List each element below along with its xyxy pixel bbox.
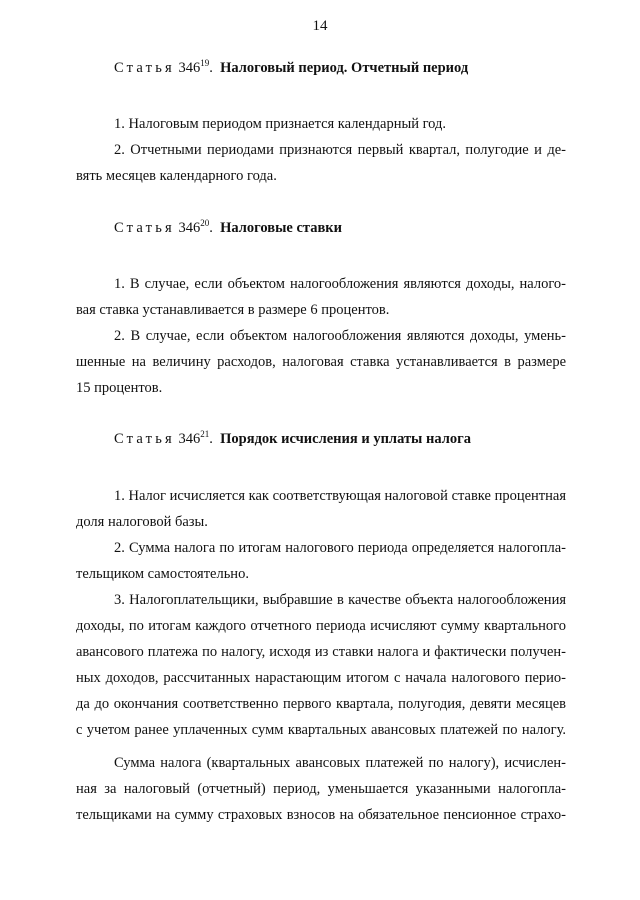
paragraph-line: Сумма налога (квартальных авансовых платежей по налогу), исчислен-: [114, 755, 566, 771]
paragraph-line: да до окончания соответственно первого квартала, полугодия, девяти месяцев: [76, 696, 566, 712]
article-number: 346: [178, 60, 201, 76]
article-heading-346-20: Статья $346^{20}$. Налоговые ставки: [114, 218, 343, 236]
paragraph-line: вять месяцев календарного года.: [76, 168, 277, 184]
paragraph-line: 1. Налог исчисляется как соответствующая налоговой ставке процентная: [114, 488, 566, 504]
article-heading-346-19: Статья $346^{19}$. Налоговый период. Отчетный период: [114, 58, 469, 76]
paragraph-line: ная за налоговый (отчетный) период, уменьшается указанными налогопла-: [76, 781, 566, 797]
article-superscript: 19: [200, 58, 210, 68]
paragraph-line: 1. В случае, если объектом налогообложения являются доходы, налого-: [114, 276, 566, 292]
paragraph-line: тельщиками на сумму страховых взносов на обязательное пенсионное страхо-: [76, 807, 566, 823]
article-word: Статья: [114, 220, 175, 236]
paragraph-line: с учетом ранее уплаченных сумм квартальных авансовых платежей по налогу.: [76, 722, 566, 738]
article-number: 346: [178, 220, 201, 236]
paragraph-line: 2. Сумма налога по итогам налогового периода определяется налогопла-: [114, 540, 566, 556]
article-superscript: 20: [200, 218, 210, 228]
article-title: Порядок исчисления и уплаты налога: [220, 431, 471, 447]
paragraph-line: шенные на величину расходов, налоговая ставка устанавливается в размере: [76, 354, 566, 370]
article-superscript: 21: [200, 429, 210, 439]
paragraph-line: 1. Налоговым периодом признается календарный год.: [114, 116, 446, 132]
article-title: Налоговые ставки: [220, 220, 343, 236]
paragraph-line: 15 процентов.: [76, 380, 163, 396]
paragraph-line: 3. Налогоплательщики, выбравшие в качестве объекта налогообложения: [114, 592, 566, 608]
paragraph-line: 2. Отчетными периодами признаются первый квартал, полугодие и де-: [114, 142, 566, 158]
paragraph-line: доля налоговой базы.: [76, 514, 208, 530]
article-number: 346: [178, 431, 201, 447]
paragraph-line: авансового платежа по налогу, исходя из ставки налога и фактически получен-: [76, 644, 566, 660]
paragraph-line: тельщиком самостоятельно.: [76, 566, 249, 582]
paragraph-line: вая ставка устанавливается в размере 6 процентов.: [76, 302, 390, 318]
article-heading-346-21: Статья $346^{21}$. Порядок исчисления и уплаты налога: [114, 429, 471, 447]
paragraph-line: 2. В случае, если объектом налогообложения являются доходы, умень-: [114, 328, 566, 344]
article-title: Налоговый период. Отчетный период: [220, 60, 469, 76]
page-number: 14: [312, 18, 328, 34]
paragraph-line: доходы, по итогам каждого отчетного периода исчисляют сумму квартального: [76, 618, 566, 634]
paragraph-line: ных доходов, рассчитанных нарастающим итогом с начала налогового перио-: [76, 670, 566, 686]
article-word: Статья: [114, 431, 175, 447]
article-word: Статья: [114, 60, 175, 76]
